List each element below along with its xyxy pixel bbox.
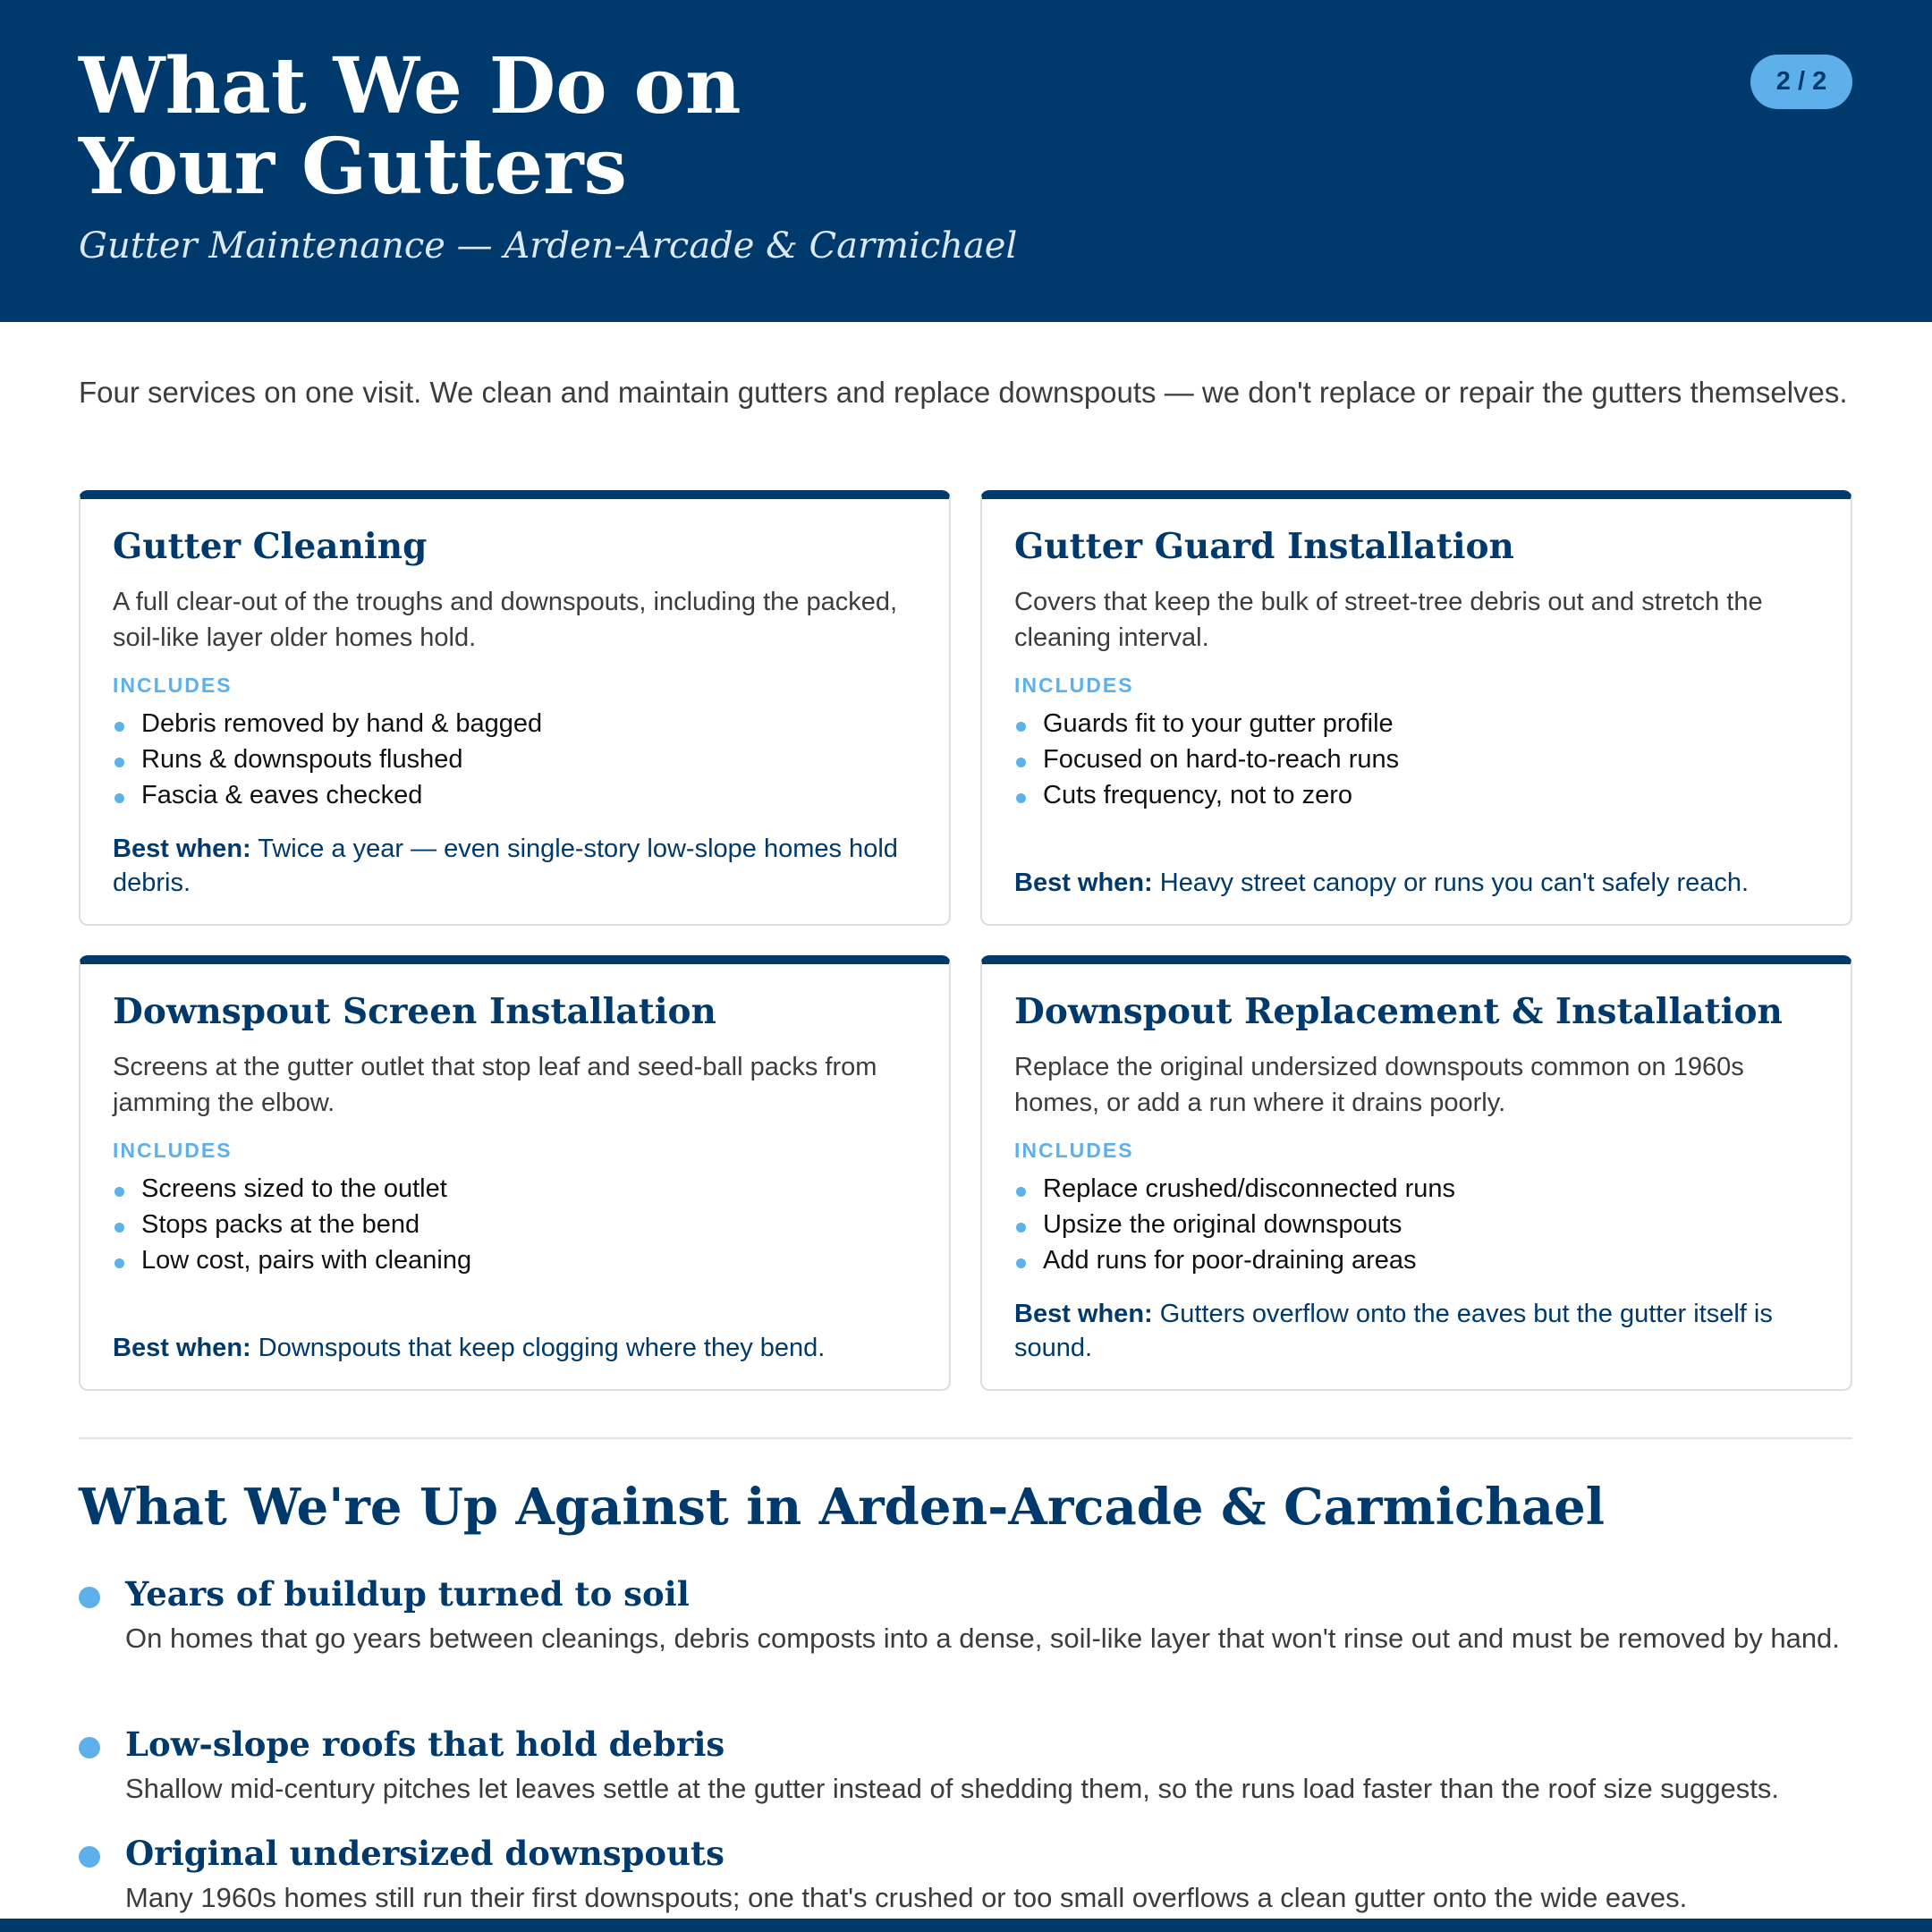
service-card-downspout-replacement (980, 955, 1852, 1391)
best-when (1014, 866, 1819, 900)
challenge-title: Years of buildup turned to soil (125, 1574, 690, 1614)
footer-bar (0, 1919, 1932, 1932)
challenge-text: Many 1960s homes still run their first downspouts; one that's crushed or too small overflows a clean gutter onto the wide eaves. (125, 1882, 1688, 1913)
challenge-text: Shallow mid-century pitches let leaves settle at the gutter instead of shedding them, so the runs load faster than the roof size suggests. (125, 1773, 1779, 1804)
best-when-label: Best when: (113, 1334, 251, 1362)
section-divider (79, 1437, 1852, 1439)
includes-label: INCLUDES (113, 674, 233, 697)
service-card-downspout-screen (79, 955, 951, 1391)
list-item: Stops packs at the bend (113, 1207, 471, 1242)
page-title-line1: What We Do on (79, 41, 741, 131)
includes-label: INCLUDES (1014, 1139, 1134, 1162)
challenge-text: On homes that go years between cleanings, debris composts into a dense, soil-like layer that won't rinse out and must be removed by hand. (125, 1623, 1840, 1654)
service-description: A full clear-out of the troughs and downspouts, including the packed, soil-like layer older homes hold. (113, 588, 898, 652)
service-title: Downspout Replacement & Installation (1014, 991, 1783, 1032)
best-when-label: Best when: (1014, 869, 1153, 897)
list-item: Focused on hard-to-reach runs (1014, 741, 1399, 777)
challenge-title: Original undersized downspouts (125, 1834, 724, 1873)
includes-list (1014, 1171, 1455, 1278)
bullet-dot-icon (79, 1846, 100, 1868)
includes-list (113, 1171, 471, 1278)
best-when-label: Best when: (113, 835, 251, 863)
page-title-line2: Your Gutters (79, 122, 627, 212)
list-item: Screens sized to the outlet (113, 1171, 471, 1207)
includes-label: INCLUDES (1014, 674, 1134, 697)
best-when-text: Gutters overflow onto the eaves but the gutter itself is sound. (1014, 1300, 1773, 1362)
service-card-gutter-cleaning (79, 490, 951, 926)
page-subtitle: Gutter Maintenance — Arden-Arcade & Carmichael (79, 225, 1018, 267)
best-when-text: Heavy street canopy or runs you can't safely reach. (1159, 869, 1750, 897)
challenge-title: Low-slope roofs that hold debris (125, 1724, 725, 1764)
list-item: Guards fit to your gutter profile (1014, 706, 1399, 741)
service-description: Screens at the gutter outlet that stop leaf and seed-ball packs from jamming the elbow. (113, 1053, 877, 1117)
best-when-text: Downspouts that keep clogging where they bend. (258, 1334, 826, 1362)
list-item: Low cost, pairs with cleaning (113, 1242, 471, 1278)
best-when (113, 1331, 918, 1365)
list-item: Replace crushed/disconnected runs (1014, 1171, 1455, 1207)
list-item: Upsize the original downspouts (1014, 1207, 1455, 1242)
intro-text: Four services on one visit. We clean and maintain gutters and replace downspouts — we don't replace or repair the gutters themselves. (79, 376, 1848, 409)
service-card-gutter-guard (980, 490, 1852, 926)
includes-label: INCLUDES (113, 1139, 233, 1162)
best-when (1014, 1297, 1819, 1365)
best-when-label: Best when: (1014, 1300, 1153, 1328)
bullet-dot-icon (79, 1737, 100, 1758)
service-title: Downspout Screen Installation (113, 991, 716, 1032)
list-item: Runs & downspouts flushed (113, 741, 542, 777)
page-title (79, 41, 1152, 212)
list-item: Add runs for poor-draining areas (1014, 1242, 1455, 1278)
list-item: Fascia & eaves checked (113, 777, 542, 813)
best-when-text: Twice a year — even single-story low-slope homes hold debris. (113, 835, 898, 897)
service-description: Covers that keep the bulk of street-tree debris out and stretch the cleaning interval. (1014, 588, 1763, 652)
service-title: Gutter Guard Installation (1014, 526, 1514, 567)
challenges-heading: What We're Up Against in Arden-Arcade & Carmichael (79, 1478, 1605, 1537)
includes-list (113, 706, 542, 813)
service-description: Replace the original undersized downspouts common on 1960s homes, or add a run where it drains poorly. (1014, 1053, 1744, 1117)
list-item: Cuts frequency, not to zero (1014, 777, 1399, 813)
service-title: Gutter Cleaning (113, 526, 428, 567)
bullet-dot-icon (79, 1587, 100, 1608)
includes-list (1014, 706, 1399, 813)
page-indicator-badge: 2 / 2 (1750, 55, 1852, 109)
list-item: Debris removed by hand & bagged (113, 706, 542, 741)
page-header (0, 0, 1932, 322)
best-when (113, 832, 918, 900)
